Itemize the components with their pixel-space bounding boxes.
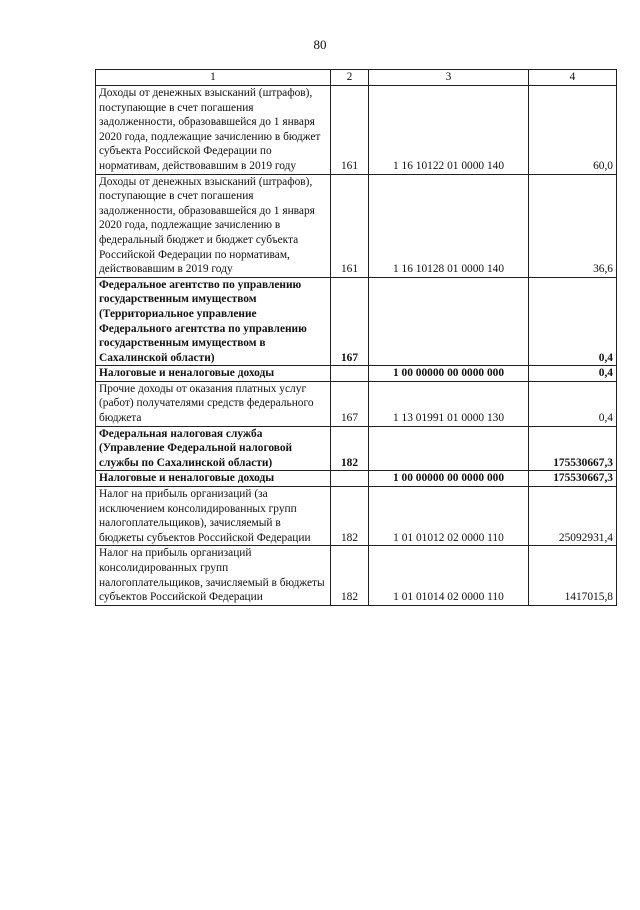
row-name: Налог на прибыль организаций (за исключением консолидированных групп налогоплательщиков), зачисляемый в бюджеты субъектов Российской Федерации (96, 487, 331, 546)
row-kbk-code: 1 01 01014 02 0000 110 (369, 546, 529, 605)
table-row (96, 366, 617, 382)
table-row (96, 546, 617, 605)
table-row (96, 487, 617, 546)
table-header-row (96, 70, 617, 86)
row-amount: 1417015,8 (529, 546, 617, 605)
row-amount: 175530667,3 (529, 471, 617, 487)
table-row (96, 86, 617, 175)
row-amount: 0,4 (529, 277, 617, 366)
row-amount: 25092931,4 (529, 487, 617, 546)
row-name: Доходы от денежных взысканий (штрафов), поступающие в счет погашения задолженности, образовавшейся до 1 января 2020 года, подлежащие зачислению в федеральный бюджет и бюджет субъекта Российской Федерации по нормативам, действовавшим в 2019 году (96, 174, 331, 277)
row-amount: 0,4 (529, 366, 617, 382)
row-admin-code: 182 (331, 487, 369, 546)
table-row (96, 471, 617, 487)
column-header-code: 2 (331, 70, 369, 86)
row-kbk-code: 1 16 10122 01 0000 140 (369, 86, 529, 175)
row-name: Налоговые и неналоговые доходы (96, 471, 331, 487)
table-row (96, 277, 617, 366)
row-kbk-code: 1 00 00000 00 0000 000 (369, 366, 529, 382)
row-name: Налоговые и неналоговые доходы (96, 366, 331, 382)
row-admin-code: 182 (331, 546, 369, 605)
row-name: Федеральное агентство по управлению государственным имуществом (Территориальное управление Федерального агентства по управлению государственным имуществом в Сахалинской области) (96, 277, 331, 366)
column-header-name: 1 (96, 70, 331, 86)
row-kbk-code (369, 426, 529, 471)
row-name: Прочие доходы от оказания платных услуг (работ) получателями средств федерального бюджета (96, 381, 331, 426)
row-admin-code: 161 (331, 86, 369, 175)
row-name: Федеральная налоговая служба (Управление Федеральной налоговой службы по Сахалинской области) (96, 426, 331, 471)
row-amount: 60,0 (529, 86, 617, 175)
page-number: 80 (313, 37, 327, 52)
column-header-kbk: 3 (369, 70, 529, 86)
row-admin-code: 182 (331, 426, 369, 471)
row-kbk-code: 1 13 01991 01 0000 130 (369, 381, 529, 426)
row-kbk-code: 1 00 00000 00 0000 000 (369, 471, 529, 487)
row-kbk-code: 1 01 01012 02 0000 110 (369, 487, 529, 546)
table-row (96, 174, 617, 277)
row-name: Налог на прибыль организаций консолидированных групп налогоплательщиков, зачисляемый в бюджеты субъектов Российской Федерации (96, 546, 331, 605)
row-admin-code (331, 366, 369, 382)
row-amount: 175530667,3 (529, 426, 617, 471)
row-kbk-code (369, 277, 529, 366)
row-admin-code: 161 (331, 174, 369, 277)
row-amount: 0,4 (529, 381, 617, 426)
column-header-amount: 4 (529, 70, 617, 86)
row-admin-code: 167 (331, 381, 369, 426)
row-admin-code (331, 471, 369, 487)
table-row (96, 426, 617, 471)
row-amount: 36,6 (529, 174, 617, 277)
revenue-table (95, 69, 617, 606)
row-admin-code: 167 (331, 277, 369, 366)
row-name: Доходы от денежных взысканий (штрафов), поступающие в счет погашения задолженности, образовавшейся до 1 января 2020 года, подлежащие зачислению в бюджет субъекта Российской Федерации по нормативам, действовавшим в 2019 году (96, 86, 331, 175)
row-kbk-code: 1 16 10128 01 0000 140 (369, 174, 529, 277)
table-row (96, 381, 617, 426)
